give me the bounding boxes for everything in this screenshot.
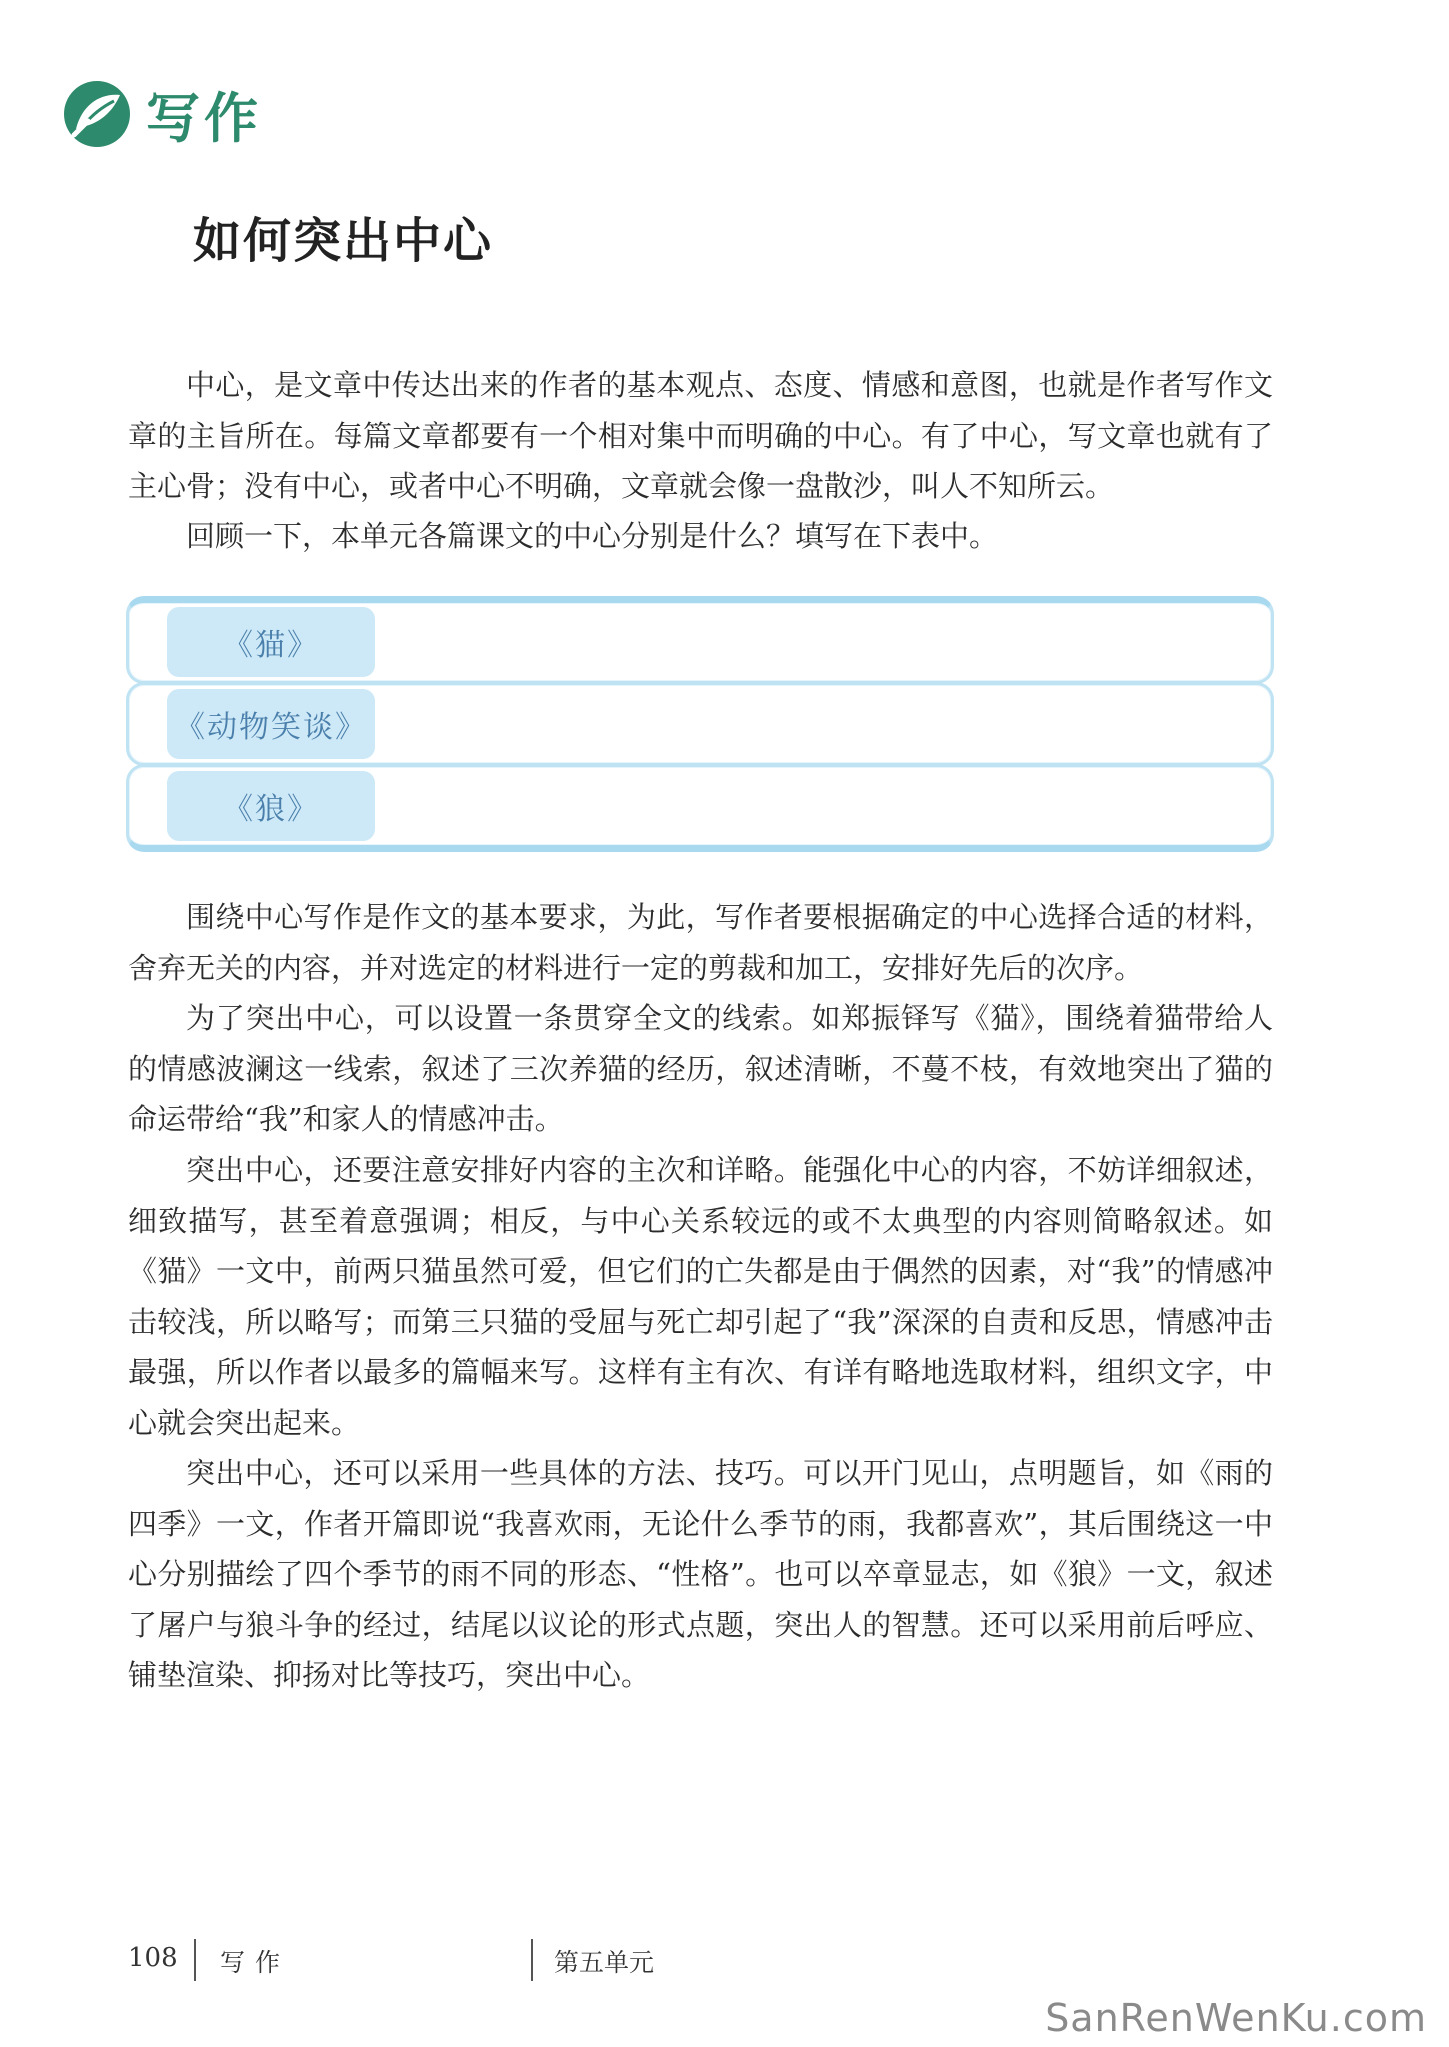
- footer-unit: 第五单元: [554, 1948, 655, 1977]
- page-title: 如何突出中心: [193, 213, 494, 269]
- lesson-label: 《狼》: [167, 771, 375, 841]
- paragraph-4: 为了突出中心，可以设置一条贯穿全文的线索。如郑振铎写《猫》，围绕着猫带给人的情感波澜这一线索，叙述了三次养猫的经历，叙述清晰，不蔓不枝，有效地突出了猫的命运带给“我”和家人的情感冲击。: [128, 1001, 1273, 1136]
- paragraph-3: 围绕中心写作是作文的基本要求，为此，写作者要根据确定的中心选择合适的材料，舍弃无关的内容，并对选定的材料进行一定的剪裁和加工，安排好先后的次序。: [128, 900, 1273, 985]
- answer-field[interactable]: [389, 689, 1261, 759]
- watermark: SanRenWenKu.com: [1045, 1996, 1427, 2040]
- table-row: [126, 764, 1274, 852]
- paragraph-6: 突出中心，还可以采用一些具体的方法、技巧。可以开门见山，点明题旨，如《雨的四季》一文，作者开篇即说“我喜欢雨，无论什么季节的雨，我都喜欢”，其后围绕这一中心分别描绘了四个季节的雨不同的形态、“性格”。也可以卒章显志，如《狼》一文，叙述了屠户与狼斗争的经过，结尾以议论的形式点题，突出人的智慧。还可以采用前后呼应、铺垫渲染、抑扬对比等技巧，突出中心。: [128, 1456, 1273, 1692]
- lesson-label: 《猫》: [167, 607, 375, 677]
- table-row: [126, 596, 1274, 684]
- summary-table: [126, 596, 1274, 850]
- footer-section: 写作: [220, 1948, 291, 1977]
- paragraph-1: 中心，是文章中传达出来的作者的基本观点、态度、情感和意图，也就是作者写作文章的主旨所在。每篇文章都要有一个相对集中而明确的中心。有了中心，写文章也就有了主心骨；没有中心，或者中心不明确，文章就会像一盘散沙，叫人不知所云。: [128, 368, 1273, 503]
- section-title: 写作: [146, 86, 262, 150]
- footer-divider: [531, 1939, 533, 1981]
- paragraph-5: 突出中心，还要注意安排好内容的主次和详略。能强化中心的内容，不妨详细叙述，细致描写，甚至着意强调；相反，与中心关系较远的或不太典型的内容则简略叙述。如《猫》一文中，前两只猫虽然可爱，但它们的亡失都是由于偶然的因素，对“我”的情感冲击较浅，所以略写；而第三只猫的受屈与死亡却引起了“我”深深的自责和反思，情感冲击最强，所以作者以最多的篇幅来写。这样有主有次、有详有略地选取材料，组织文字，中心就会突出起来。: [128, 1153, 1273, 1440]
- answer-field[interactable]: [389, 607, 1261, 677]
- page-footer: [128, 1935, 928, 1995]
- lesson-label: 《动物笑谈》: [167, 689, 375, 759]
- page-number: 108: [128, 1943, 178, 1973]
- paragraph-2: 回顾一下，本单元各篇课文的中心分别是什么？填写在下表中。: [186, 519, 999, 553]
- quill-leaf-icon: [62, 79, 132, 149]
- answer-field[interactable]: [389, 771, 1261, 841]
- section-header: [62, 74, 262, 154]
- table-row: [126, 682, 1274, 766]
- footer-divider: [194, 1939, 196, 1981]
